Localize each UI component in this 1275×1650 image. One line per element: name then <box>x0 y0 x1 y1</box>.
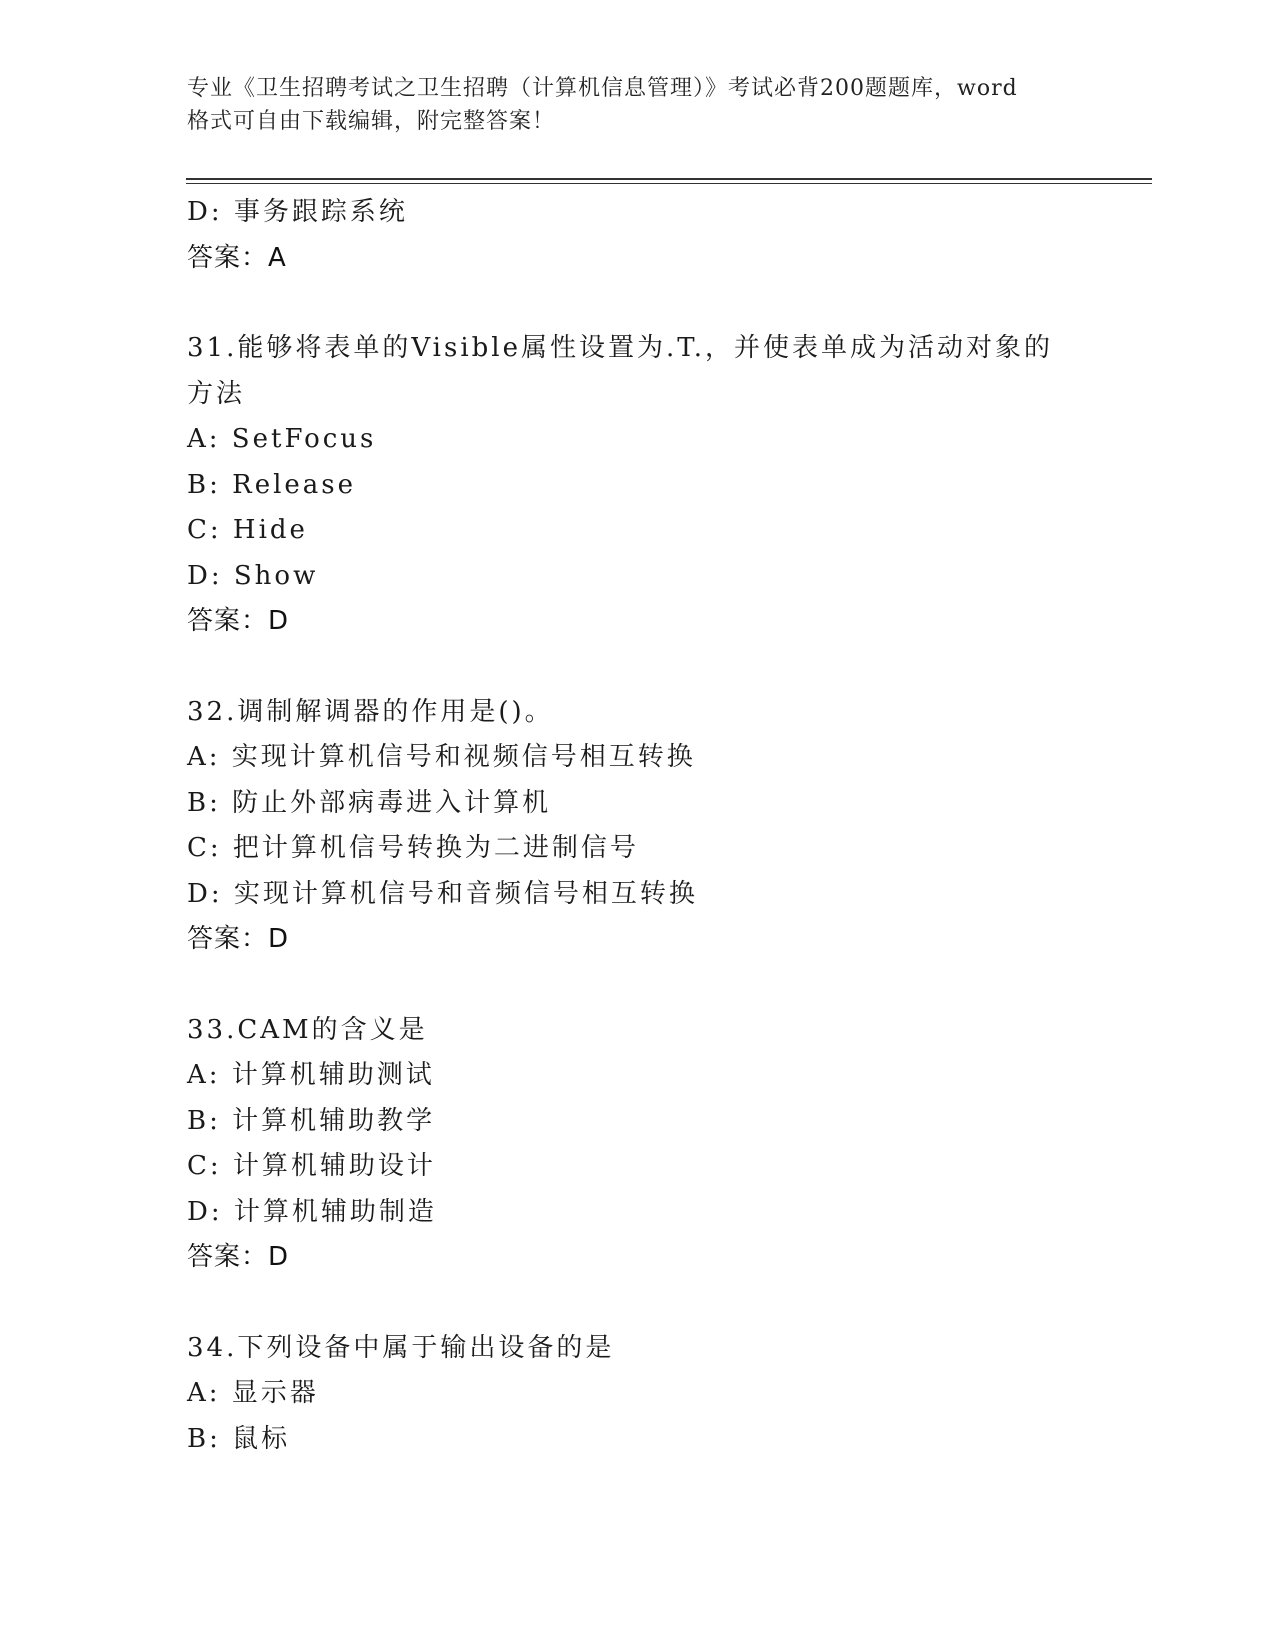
question-text: 33.CAM的含义是 <box>187 1014 428 1045</box>
option-d: D: 事务跟踪系统 <box>187 197 408 227</box>
answer-line: 答案：D <box>187 924 290 954</box>
option-b: B: 鼠标 <box>187 1423 291 1454</box>
option-a: A: 计算机辅助测试 <box>187 1060 435 1090</box>
question-31 <box>187 326 1147 645</box>
header-line-1: 专业《卫生招聘考试之卫生招聘（计算机信息管理）》考试必背200题题库，word <box>187 76 1018 101</box>
question-32 <box>187 690 1147 963</box>
question-34 <box>187 1326 1147 1463</box>
answer-line: 答案：D <box>187 1242 290 1272</box>
question-list <box>187 190 1147 1462</box>
header-line-2: 格式可自由下载编辑，附完整答案！ <box>187 109 556 134</box>
option-b: B: 计算机辅助教学 <box>187 1105 436 1136</box>
question-prev <box>187 190 1147 281</box>
question-text: 31.能够将表单的Visible属性设置为.T.，并使表单成为活动对象的 <box>187 333 1054 363</box>
option-b: B: 防止外部病毒进入计算机 <box>187 787 552 818</box>
option-c: C: 计算机辅助设计 <box>187 1151 436 1181</box>
option-a: A: 实现计算机信号和视频信号相互转换 <box>187 742 696 772</box>
option-d: D: Show <box>187 560 319 591</box>
question-text: 32.调制解调器的作用是()。 <box>187 696 554 727</box>
document-header <box>187 72 1087 138</box>
option-c: C: 把计算机信号转换为二进制信号 <box>187 833 639 863</box>
question-text-cont: 方法 <box>187 378 246 409</box>
answer-line: 答案：A <box>187 242 287 273</box>
option-a: A: 显示器 <box>187 1378 319 1408</box>
option-d: D: 实现计算机信号和音频信号相互转换 <box>187 878 698 909</box>
question-33 <box>187 1008 1147 1281</box>
option-c: C: Hide <box>187 515 308 545</box>
header-divider <box>186 178 1152 184</box>
option-d: D: 计算机辅助制造 <box>187 1196 437 1227</box>
question-text: 34.下列设备中属于输出设备的是 <box>187 1332 615 1363</box>
answer-line: 答案：D <box>187 606 290 636</box>
option-b: B: Release <box>187 469 357 500</box>
option-a: A: SetFocus <box>187 424 377 454</box>
